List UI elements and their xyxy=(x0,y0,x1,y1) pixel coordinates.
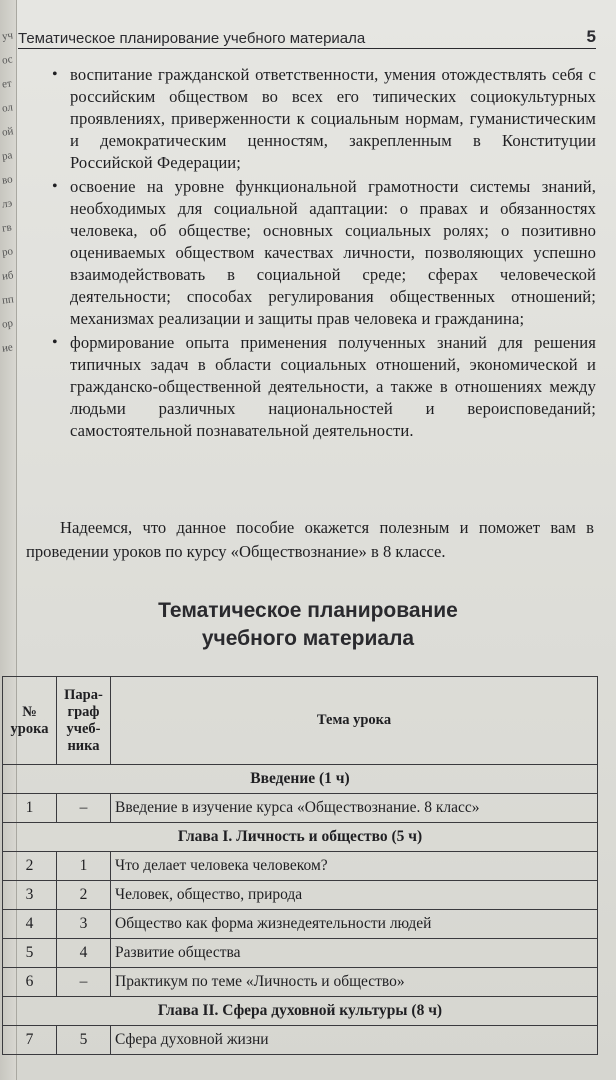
chapter-row xyxy=(3,765,598,794)
table-row xyxy=(3,939,598,968)
chapter-title: Глава II. Сфера духовной культуры (8 ч) xyxy=(3,997,598,1026)
lesson-number-cell: 4 xyxy=(3,910,57,939)
adjacent-page-fragment: ра xyxy=(1,149,14,163)
table-row xyxy=(3,794,598,823)
topic-cell: Сфера духовной жизни xyxy=(111,1026,598,1055)
adjacent-page-fragment: ол xyxy=(1,101,14,115)
paragraph-cell: 1 xyxy=(57,852,111,881)
lesson-number-cell: 2 xyxy=(3,852,57,881)
table-header-row xyxy=(3,677,598,765)
section-title xyxy=(0,597,616,653)
header-lesson-number xyxy=(3,677,57,765)
bullet-icon: • xyxy=(52,66,58,83)
bullet-icon: • xyxy=(52,334,58,351)
lesson-number-cell: 6 xyxy=(3,968,57,997)
adjacent-page-fragment: уч xyxy=(1,29,14,43)
bullet-item xyxy=(48,332,596,442)
running-head-title: Тематическое планирование учебного материала xyxy=(18,30,366,47)
header-paragraph-text: Пара- граф учеб- ника xyxy=(64,686,103,754)
adjacent-page-fragment: лэ xyxy=(1,197,14,211)
topic-cell: Практикум по теме «Личность и общество» xyxy=(111,968,598,997)
adjacent-page-fragment: ие xyxy=(1,341,14,355)
topic-cell: Человек, общество, природа xyxy=(111,881,598,910)
section-title-line: Тематическое планирование xyxy=(158,599,458,622)
chapter-row xyxy=(3,997,598,1026)
lesson-number-cell: 5 xyxy=(3,939,57,968)
chapter-title: Глава I. Личность и общество (5 ч) xyxy=(3,823,598,852)
bullet-icon: • xyxy=(52,178,58,195)
table-row xyxy=(3,910,598,939)
paragraph-cell: 4 xyxy=(57,939,111,968)
topic-cell: Развитие общества xyxy=(111,939,598,968)
lesson-number-cell: 3 xyxy=(3,881,57,910)
paragraph-cell: 2 xyxy=(57,881,111,910)
adjacent-page-fragment: во xyxy=(1,173,14,187)
lesson-number-cell: 1 xyxy=(3,794,57,823)
running-head xyxy=(18,26,596,49)
chapter-row xyxy=(3,823,598,852)
table-row xyxy=(3,1026,598,1055)
bullet-list xyxy=(48,64,596,444)
header-topic: Тема урока xyxy=(111,677,598,765)
closing-paragraph: Надеемся, что данное пособие окажется полезным и поможет вам в проведении уроков по курсу «Обществознание» в 8 классе. xyxy=(26,518,594,561)
adjacent-page-fragment: ос xyxy=(1,53,14,67)
paragraph-cell: – xyxy=(57,794,111,823)
paragraph-cell: 3 xyxy=(57,910,111,939)
adjacent-page-fragment: ор xyxy=(1,317,14,331)
lesson-number-cell: 7 xyxy=(3,1026,57,1055)
adjacent-page-fragment: ро xyxy=(1,245,14,259)
adjacent-page-fragment: иб xyxy=(1,269,15,283)
table-row xyxy=(3,881,598,910)
lesson-plan-table xyxy=(2,676,598,1055)
adjacent-page-fragment: ет xyxy=(1,77,13,91)
adjacent-page-fragment: гв xyxy=(1,221,13,235)
page-number: 5 xyxy=(586,27,596,46)
bullet-item xyxy=(48,176,596,330)
topic-cell: Что делает человека человеком? xyxy=(111,852,598,881)
paragraph-cell: 5 xyxy=(57,1026,111,1055)
table-row xyxy=(3,852,598,881)
chapter-title: Введение (1 ч) xyxy=(3,765,598,794)
topic-cell: Общество как форма жизнедеятельности людей xyxy=(111,910,598,939)
adjacent-page-fragment: пп xyxy=(1,293,15,307)
bullet-text: воспитание гражданской ответственности, умения отождествлять себя с российским обществом во всех его типических социокультурных проявлениях, приверженности к социальным нормам, гуманистическим и демократическим ценностям, закрепленным в Конституции Российской Федерации; xyxy=(70,65,596,172)
header-paragraph xyxy=(57,677,111,765)
adjacent-page-fragment: ой xyxy=(1,125,15,139)
topic-cell: Введение в изучение курса «Обществознание. 8 класс» xyxy=(111,794,598,823)
paragraph-cell: – xyxy=(57,968,111,997)
bullet-item xyxy=(48,64,596,174)
header-lesson-text: № урока xyxy=(10,703,49,737)
bullet-text: освоение на уровне функциональной грамотности системы знаний, необходимых для социальной адаптации: о правах и обязанностях человека, об обществе; основных социальных ролях; о позитивно оцениваемых обществом качествах личности, позволяющих успешно взаимодействовать в социальной среде; сферах человеческой деятельности; способах регулирования общественных отношений; механизмах реализации и защиты прав человека и гражданина; xyxy=(70,177,596,328)
section-title-line: учебного материала xyxy=(201,627,415,650)
bullet-text: формирование опыта применения полученных знаний для решения типичных задач в области социальных отношений, экономической и гражданско-общественной деятельности, а также в отношениях между людьми различных национальностей и вероисповеданий; самостоятельной познавательной деятельности. xyxy=(70,333,596,440)
table-row xyxy=(3,968,598,997)
